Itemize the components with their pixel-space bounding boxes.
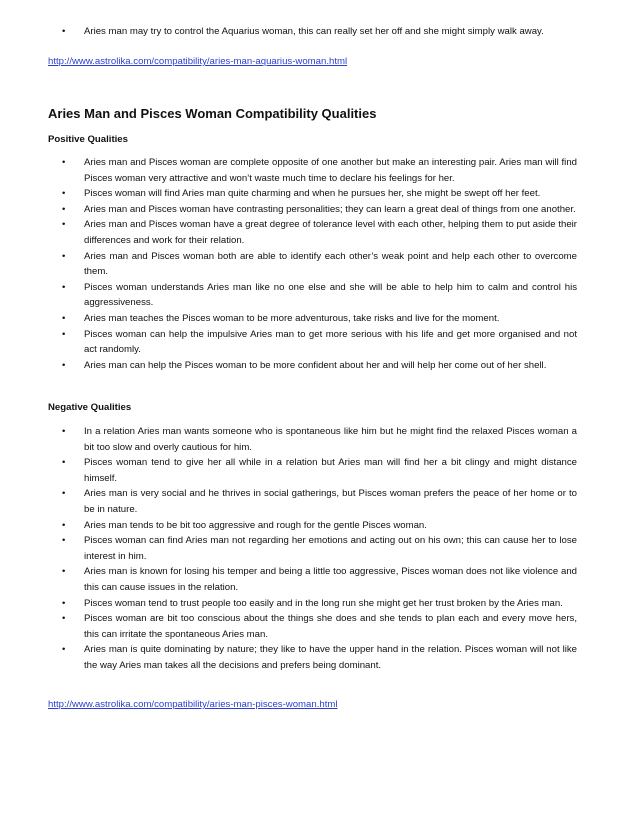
list-item: [49, 611, 577, 642]
bullet-icon: •: [62, 488, 66, 500]
list-item-text: Aries man may try to control the Aquarius woman, this can really set her off and she might simply walk away.: [84, 26, 544, 37]
list-item: [49, 518, 577, 534]
section-title: Aries Man and Pisces Woman Compatibility Qualities: [48, 106, 377, 121]
list-item: [49, 424, 577, 455]
list-item-text: Pisces woman are bit too conscious about the things she does and she tends to plan each and every move hers, this can irritate the spontaneous Aries man.: [84, 613, 577, 640]
list-item: [49, 358, 577, 374]
bullet-icon: •: [62, 457, 66, 469]
list-item-text: Aries man and Pisces woman both are able to identify each other’s weak point and help each other to overcome them.: [84, 250, 577, 278]
bullet-icon: •: [62, 613, 66, 625]
list-item: [49, 564, 577, 595]
positive-qualities-list: [49, 155, 577, 373]
negative-qualities-list: [49, 424, 577, 674]
list-item: [49, 202, 577, 218]
bullet-icon: •: [62, 535, 66, 547]
bullet-icon: •: [62, 519, 66, 531]
list-item: [49, 596, 577, 612]
list-item: [49, 217, 577, 248]
bullet-icon: •: [62, 157, 66, 168]
bullet-icon: •: [62, 281, 66, 293]
list-item: [49, 186, 577, 202]
bullet-icon: •: [62, 328, 66, 340]
bullet-icon: •: [62, 426, 66, 437]
list-item-text: In a relation Aries man wants someone who is spontaneous like him but he might find the relaxed Pisces woman a bit too slow and overly cautious for him.: [84, 426, 577, 453]
list-item: [49, 327, 577, 358]
list-item-text: Aries man and Pisces woman have a great degree of tolerance level with each other, helping them to put aside their differences and work for their relation.: [84, 219, 577, 246]
pisces-compatibility-link[interactable]: http://www.astrolika.com/compatibility/aries-man-pisces-woman.html: [48, 699, 338, 710]
bullet-icon: •: [62, 359, 66, 371]
list-item: [49, 280, 577, 311]
positive-qualities-heading: Positive Qualities: [48, 134, 128, 145]
list-item-text: Pisces woman understands Aries man like no one else and she will be able to help him to calm and control his aggressiveness.: [84, 281, 577, 309]
list-item-text: Aries man teaches the Pisces woman to be more adventurous, take risks and live for the moment.: [84, 312, 500, 324]
negative-qualities-heading: Negative Qualities: [48, 402, 132, 413]
list-item-text: Aries man and Pisces woman have contrasting personalities; they can learn a great deal of things from one another.: [84, 203, 576, 215]
bullet-icon: •: [62, 203, 66, 215]
list-item-text: Aries man and Pisces woman are complete opposite of one another but make an interesting pair. Aries man will find Pisces woman very attractive and won’t waste much time to declare his feelings for her.: [84, 157, 577, 184]
list-item: [49, 533, 577, 564]
list-item: [49, 311, 577, 327]
list-item: [49, 486, 577, 517]
list-item-text: Pisces woman can help the impulsive Aries man to get more serious with his life and get more organised and not act randomly.: [84, 328, 577, 356]
aquarius-compatibility-link[interactable]: http://www.astrolika.com/compatibility/aries-man-aquarius-woman.html: [48, 56, 348, 67]
list-item-text: Aries man is very social and he thrives in social gatherings, but Pisces woman prefers the peace of her home or to be in nature.: [84, 488, 577, 515]
list-item: [49, 24, 577, 40]
list-item-text: Pisces woman can find Aries man not regarding her emotions and acting out on his own; this can cause her to lose interest in him.: [84, 535, 577, 562]
list-item: [49, 642, 577, 673]
bullet-icon: •: [62, 566, 66, 578]
list-item: [49, 155, 577, 186]
bullet-icon: •: [62, 250, 66, 262]
top-bullet-list: [49, 24, 577, 40]
list-item-text: Aries man is quite dominating by nature; they like to have the upper hand in the relation. Pisces woman will not like the way Aries man takes all the decisions and prefers being dominant.: [84, 644, 577, 671]
list-item-text: Pisces woman tend to give her all while in a relation but Aries man will find her a bit clingy and might distance himself.: [84, 457, 577, 484]
list-item: [49, 249, 577, 280]
bullet-icon: •: [62, 26, 66, 37]
bullet-icon: •: [62, 188, 66, 200]
list-item-text: Aries man tends to be bit too aggressive and rough for the gentle Pisces woman.: [84, 519, 427, 531]
list-item-text: Pisces woman will find Aries man quite charming and when he pursues her, she might be swept off her feet.: [84, 188, 541, 200]
list-item-text: Aries man is known for losing his temper and being a little too aggressive, Pisces woman does not like violence and this can cause issues in the relation.: [84, 566, 577, 593]
bullet-icon: •: [62, 219, 66, 231]
bullet-icon: •: [62, 644, 66, 656]
list-item-text: Pisces woman tend to trust people too easily and in the long run she might get her trust broken by the Aries man.: [84, 597, 563, 609]
bullet-icon: •: [62, 312, 66, 324]
bullet-icon: •: [62, 597, 66, 609]
list-item: [49, 455, 577, 486]
list-item-text: Aries man can help the Pisces woman to be more confident about her and will help her come out of her shell.: [84, 359, 547, 371]
